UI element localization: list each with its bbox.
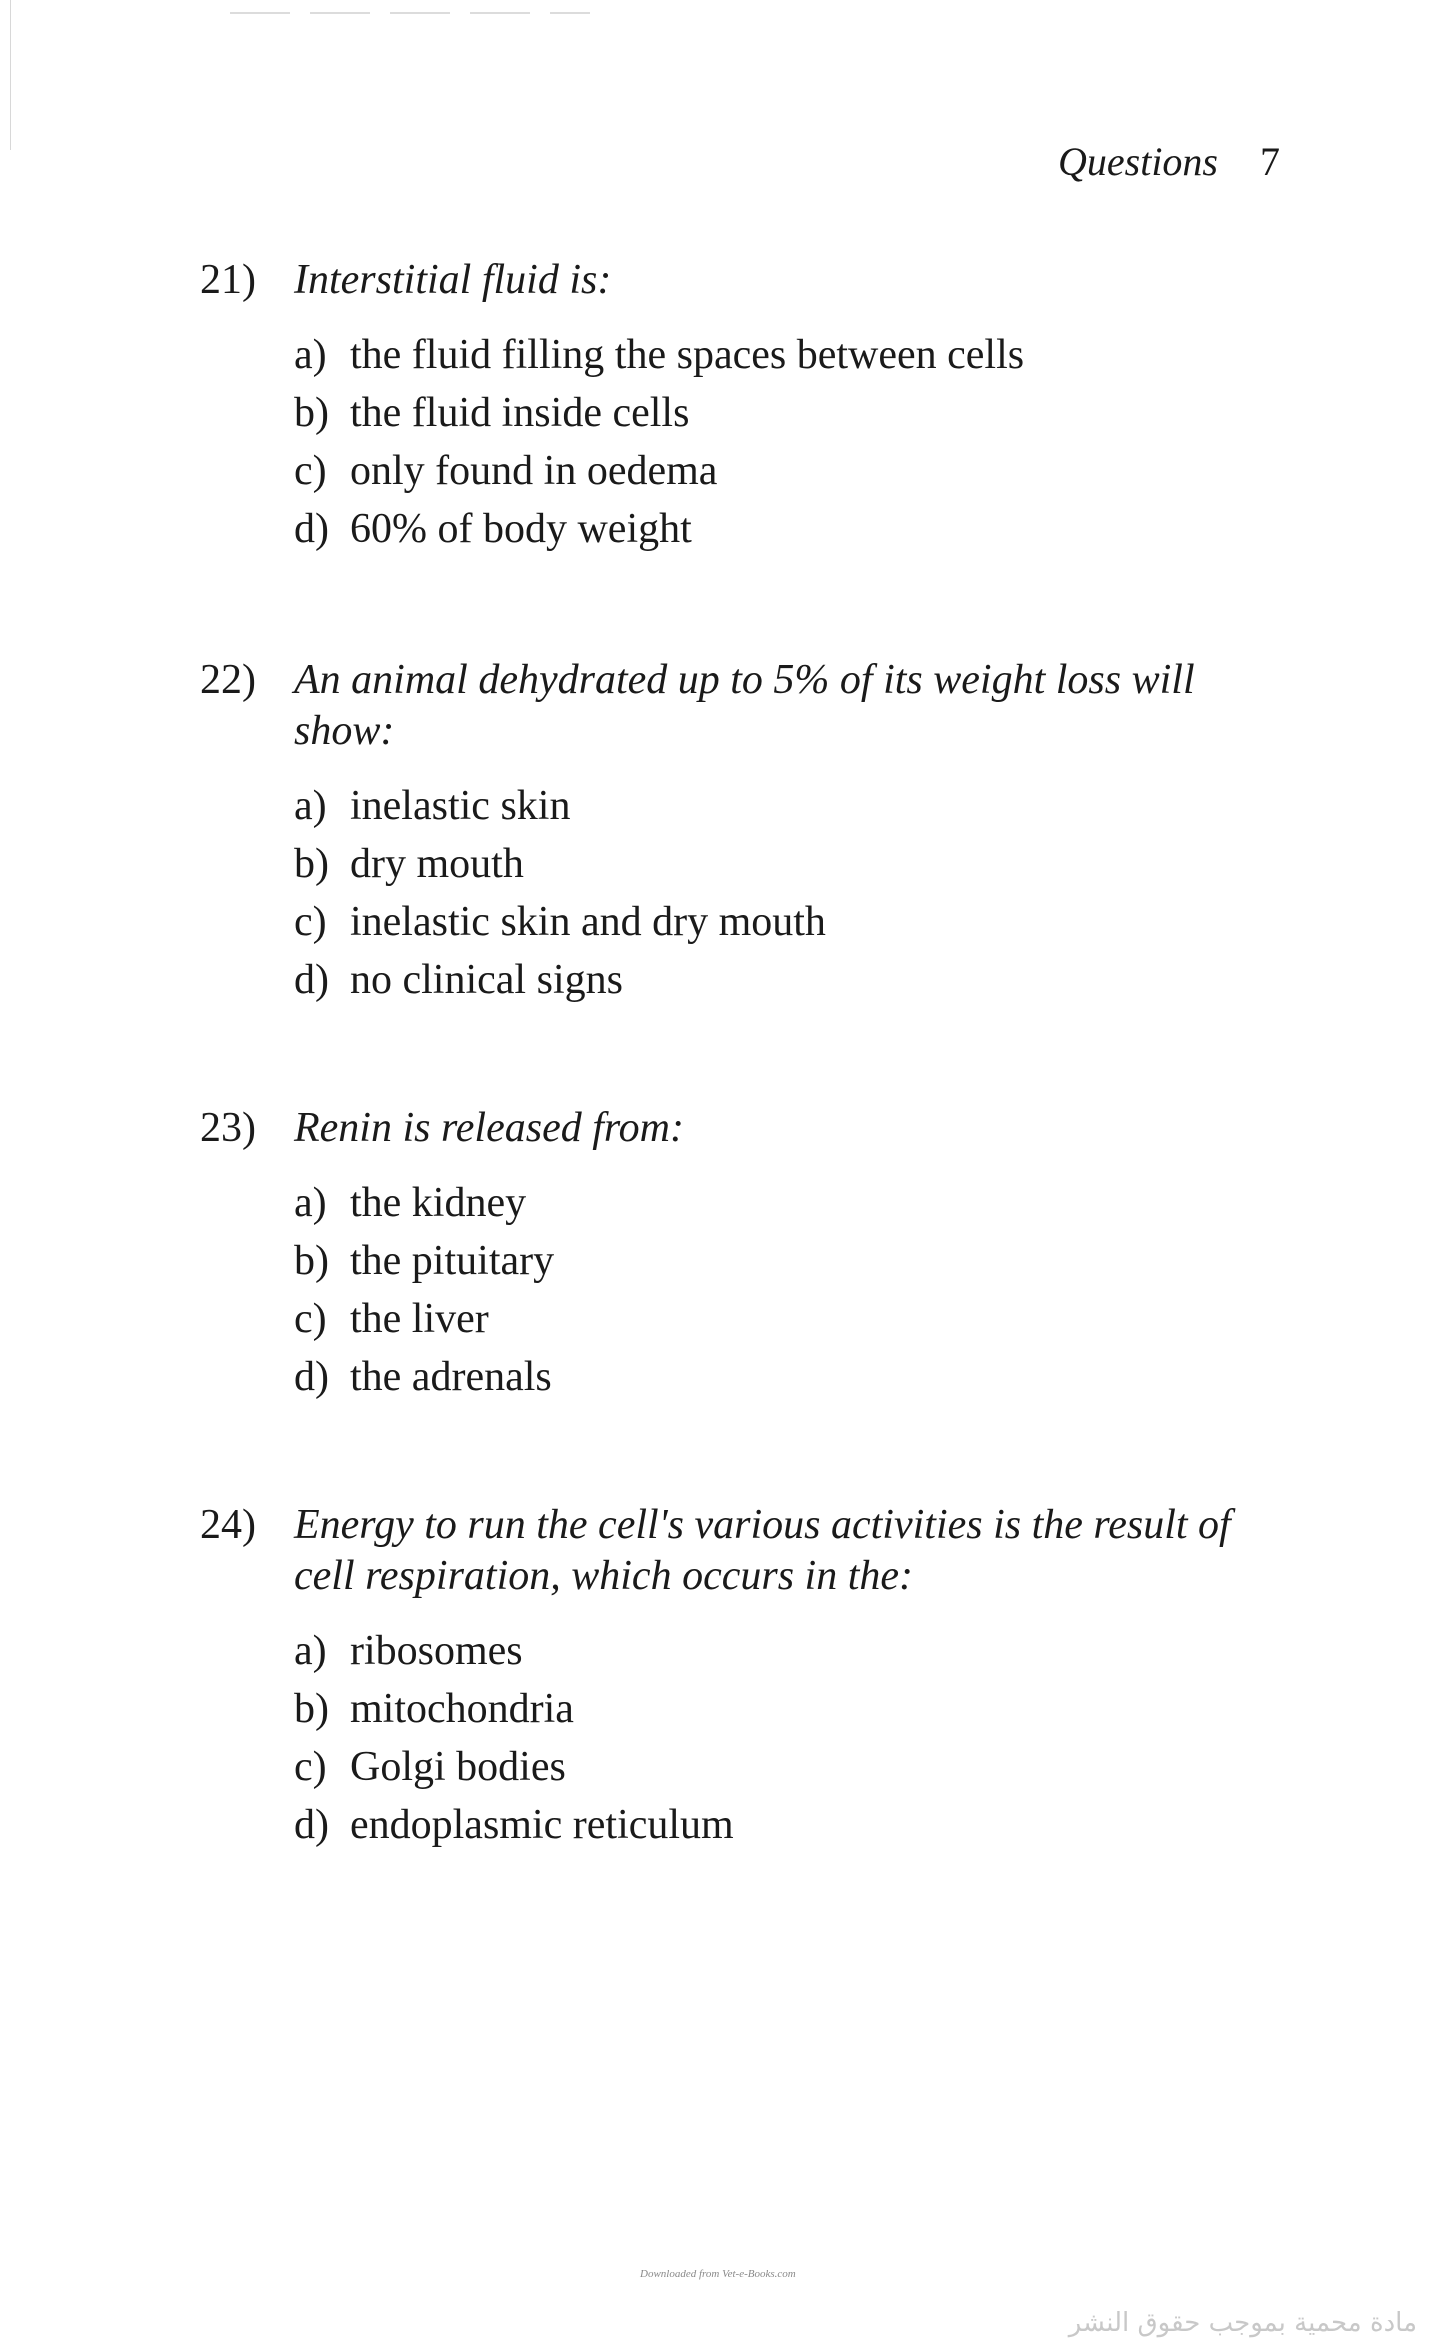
- option-a: [294, 326, 1280, 384]
- option-d: [294, 1796, 1280, 1854]
- running-head: [1058, 138, 1280, 185]
- question-21: [200, 255, 1280, 558]
- question-number: 22): [200, 657, 256, 703]
- question-stem: An animal dehydrated up to 5% of its weight loss will show:: [294, 657, 1195, 754]
- option-b: [294, 1680, 1280, 1738]
- answer-options: [294, 777, 1280, 1009]
- option-letter: c): [294, 448, 327, 494]
- option-letter: d): [294, 1354, 329, 1400]
- answer-options: [294, 1174, 1280, 1406]
- option-d: [294, 500, 1280, 558]
- option-letter: d): [294, 506, 329, 552]
- question-stem: Renin is released from:: [294, 1105, 684, 1151]
- running-head-title: Questions: [1058, 139, 1218, 184]
- option-letter: b): [294, 1686, 329, 1732]
- question-number: 23): [200, 1105, 256, 1151]
- option-text: inelastic skin and dry mouth: [350, 899, 826, 945]
- question-header: [200, 1103, 1280, 1154]
- answer-options: [294, 326, 1280, 558]
- option-text: inelastic skin: [350, 783, 571, 829]
- option-c: [294, 1290, 1280, 1348]
- question-header: [200, 255, 1280, 306]
- question-number: 24): [200, 1502, 256, 1548]
- option-text: the fluid inside cells: [350, 390, 690, 436]
- option-text: the pituitary: [350, 1238, 555, 1284]
- option-text: the adrenals: [350, 1354, 552, 1400]
- option-d: [294, 951, 1280, 1009]
- option-a: [294, 777, 1280, 835]
- page-number: 7: [1260, 139, 1280, 184]
- option-letter: a): [294, 1628, 327, 1674]
- option-letter: a): [294, 332, 327, 378]
- option-b: [294, 1232, 1280, 1290]
- option-c: [294, 1738, 1280, 1796]
- option-letter: b): [294, 841, 329, 887]
- scan-top-artifact: [230, 12, 590, 14]
- option-text: Golgi bodies: [350, 1744, 566, 1790]
- option-text: the liver: [350, 1296, 489, 1342]
- option-c: [294, 893, 1280, 951]
- option-text: 60% of body weight: [350, 506, 692, 552]
- option-b: [294, 835, 1280, 893]
- option-text: endoplasmic reticulum: [350, 1802, 734, 1848]
- question-header: [200, 1500, 1280, 1602]
- question-number: 21): [200, 257, 256, 303]
- question-23: [200, 1103, 1280, 1406]
- copyright-watermark: مادة محمية بموجب حقوق النشر: [1068, 2308, 1417, 2338]
- scan-edge-line: [10, 0, 11, 150]
- option-text: ribosomes: [350, 1628, 523, 1674]
- option-letter: b): [294, 390, 329, 436]
- option-a: [294, 1622, 1280, 1680]
- question-24: [200, 1500, 1280, 1854]
- option-text: no clinical signs: [350, 957, 623, 1003]
- download-source-note: Downloaded from Vet-e-Books.com: [640, 2268, 796, 2280]
- option-letter: c): [294, 1744, 327, 1790]
- option-letter: c): [294, 899, 327, 945]
- option-letter: d): [294, 1802, 329, 1848]
- answer-options: [294, 1622, 1280, 1854]
- question-stem: Interstitial fluid is:: [294, 257, 612, 303]
- option-d: [294, 1348, 1280, 1406]
- option-letter: a): [294, 783, 327, 829]
- option-letter: b): [294, 1238, 329, 1284]
- option-letter: a): [294, 1180, 327, 1226]
- option-letter: d): [294, 957, 329, 1003]
- option-text: the kidney: [350, 1180, 527, 1226]
- question-22: [200, 655, 1280, 1009]
- question-stem: Energy to run the cell's various activities is the result of cell respiration, which occurs in the:: [294, 1502, 1231, 1599]
- option-text: only found in oedema: [350, 448, 718, 494]
- question-header: [200, 655, 1280, 757]
- option-letter: c): [294, 1296, 327, 1342]
- option-c: [294, 442, 1280, 500]
- option-b: [294, 384, 1280, 442]
- option-text: the fluid filling the spaces between cells: [350, 332, 1025, 378]
- option-a: [294, 1174, 1280, 1232]
- option-text: dry mouth: [350, 841, 524, 887]
- option-text: mitochondria: [350, 1686, 574, 1732]
